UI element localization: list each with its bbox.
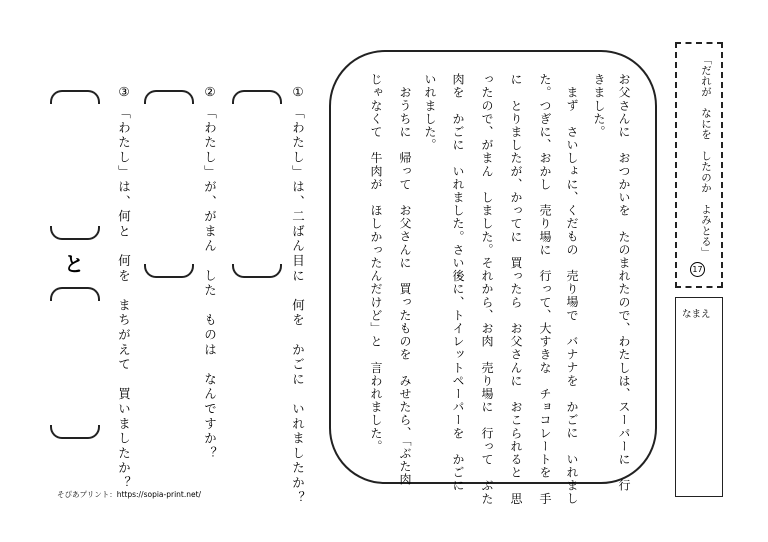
- name-label: なまえ: [682, 309, 711, 320]
- answer-3b-box[interactable]: [50, 287, 100, 301]
- story-line: ったので、がまん しました。それから、お肉 売り場に 行って ぶた: [480, 73, 494, 506]
- name-field[interactable]: [675, 297, 723, 497]
- story-line: お父さんに おつかいを たのまれたので、わたしは、スーパーに 行: [617, 73, 631, 493]
- question-3-text: 「わたし」は、何と 何を まちがえて 買いましたか？: [116, 106, 132, 491]
- question-3-marker: ③: [116, 84, 132, 102]
- worksheet-number: 17: [690, 262, 705, 277]
- answer-1-box[interactable]: [232, 90, 282, 104]
- answer-3a-box-bottom: [50, 226, 100, 240]
- story-line: おうちに 帰って お父さんに 買ったものを みせたら、「ぶた肉: [398, 86, 412, 487]
- worksheet-title-box: [675, 42, 723, 288]
- question-2-marker: ②: [202, 84, 218, 102]
- footer-credit: そぴあプリント：https://sopia-print.net/: [57, 490, 202, 499]
- answer-2-box-bottom: [144, 264, 194, 278]
- story-line: きました。: [592, 73, 606, 139]
- answer-3b-box-bottom: [50, 425, 100, 439]
- story-line: 肉を かごに いれました。さい後に、トイレットペーパーを かごに: [451, 73, 465, 493]
- answer-2-box[interactable]: [144, 90, 194, 104]
- answer-1-box-bottom: [232, 264, 282, 278]
- story-line: まず さいしょに、くだもの 売り場で バナナを かごに いれまし: [565, 86, 579, 506]
- answer-3-connector: と: [64, 252, 84, 276]
- question-1-text: 「わたし」は、二ばん目に 何を かごに いれましたか？: [290, 106, 306, 506]
- story-line: に とりましたが、かってに 買ったら お父さんに おこられると 思: [509, 73, 523, 506]
- question-2-text: 「わたし」が、がまん した ものは なんですか？: [202, 106, 218, 462]
- story-line: じゃなくて 牛肉が ほしかったんだけど」と 言われました。: [369, 73, 383, 453]
- answer-3a-box[interactable]: [50, 90, 100, 104]
- worksheet-title: 「だれが なにを したのか よみとる」: [700, 54, 712, 258]
- story-line: いれました。: [423, 73, 437, 152]
- question-1-marker: ①: [290, 84, 306, 102]
- story-line: た。つぎに、おかし 売り場に 行って、大すきな チョコレートを 手: [538, 73, 552, 506]
